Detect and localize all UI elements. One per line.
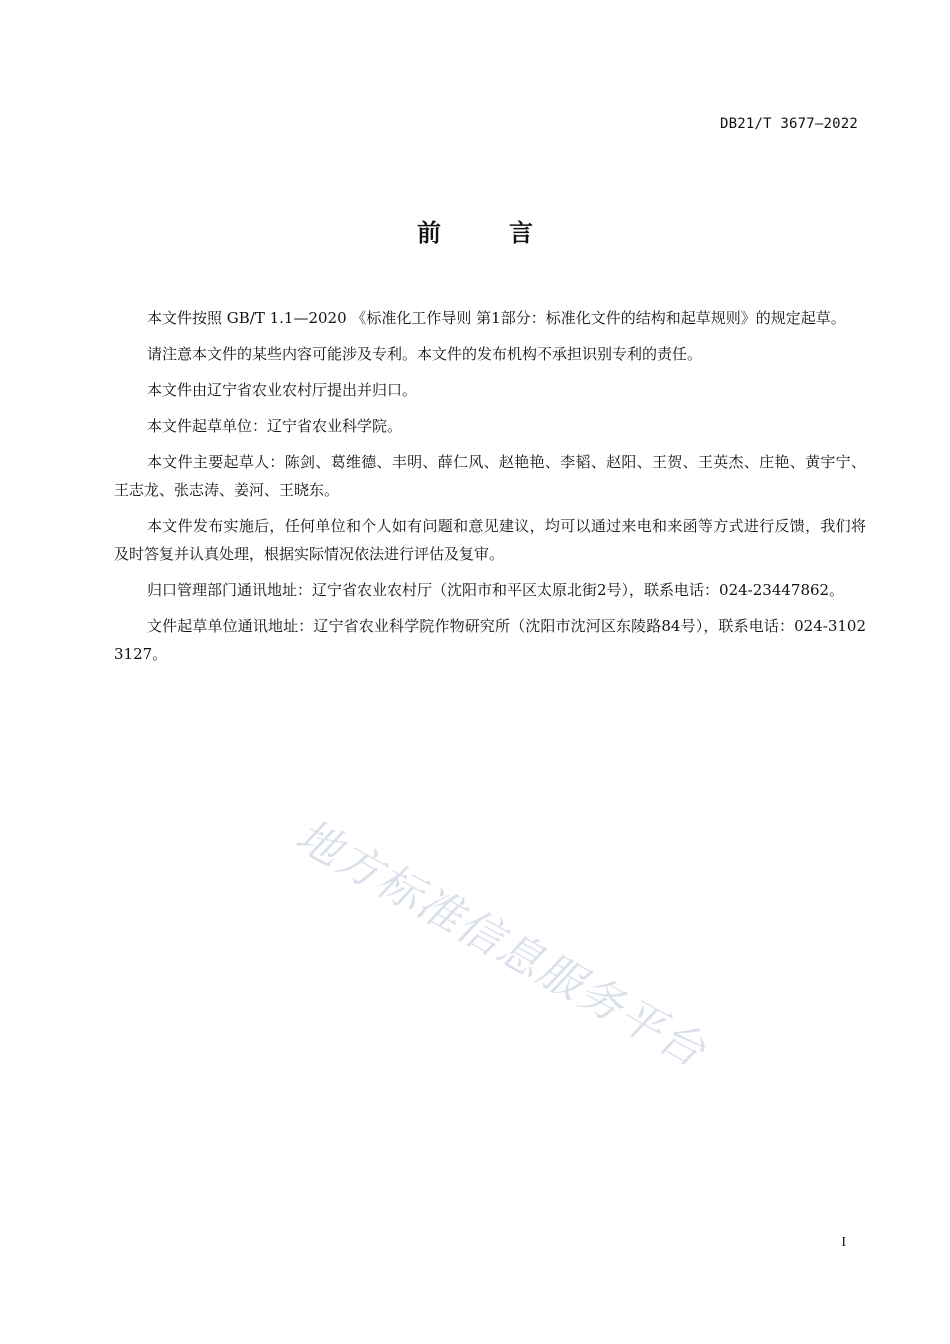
paragraph-drafters: 本文件主要起草人：陈剑、葛维德、丰明、薛仁风、赵艳艳、李韬、赵阳、王贺、王英杰、庄艳、黄宇宁、王志龙、张志涛、姜河、王晓东。 — [114, 453, 866, 499]
paragraph-drafting-rules: 本文件按照 GB/T 1.1—2020 《标准化工作导则 第1部分：标准化文件的结构和起草规则》的规定起草。 — [147, 309, 846, 327]
paragraph-proposer: 本文件由辽宁省农业农村厅提出并归口。 — [147, 381, 418, 399]
document-code: DB21/T 3677—2022 — [719, 116, 858, 132]
foreword-body — [114, 304, 866, 676]
paragraph-patent-notice: 请注意本文件的某些内容可能涉及专利。本文件的发布机构不承担识别专利的责任。 — [147, 345, 703, 363]
paragraph-feedback: 本文件发布实施后，任何单位和个人如有问题和意见建议，均可以通过来电和来函等方式进行反馈，我们将及时答复并认真处理，根据实际情况依法进行评估及复审。 — [114, 517, 866, 563]
paragraph-drafter-contact: 文件起草单位通讯地址：辽宁省农业科学院作物研究所（沈阳市沈河区东陵路84号），联系电话：024-31023127。 — [114, 617, 866, 663]
page-number: I — [841, 1235, 846, 1250]
paragraph-drafting-unit: 本文件起草单位：辽宁省农业科学院。 — [147, 417, 403, 435]
watermark: 地方标准信息服务平台 — [287, 810, 715, 1078]
page-title: 前 言 — [417, 219, 555, 247]
paragraph-authority-contact: 归口管理部门通讯地址：辽宁省农业农村厅（沈阳市和平区太原北街2号），联系电话：024-23447862。 — [147, 581, 845, 599]
